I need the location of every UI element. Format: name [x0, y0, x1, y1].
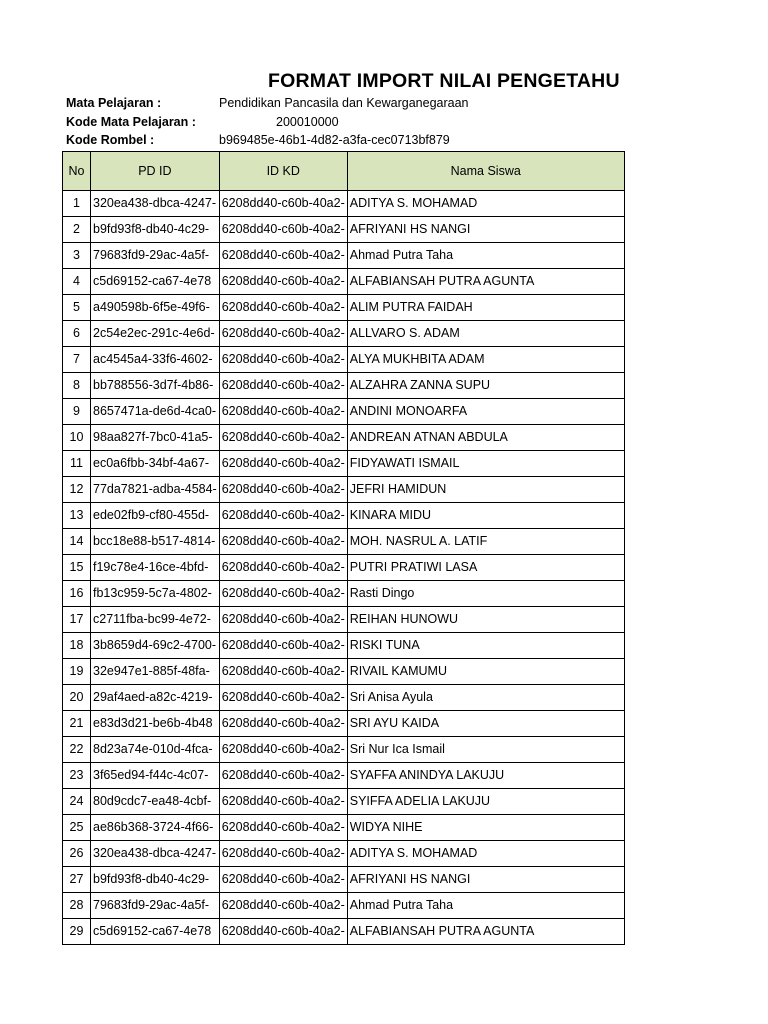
table-row — [63, 737, 625, 763]
cell-pd-id[interactable]: 80d9cdc7-ea48-4cbf- — [91, 789, 220, 815]
cell-no[interactable]: 8 — [63, 373, 91, 399]
cell-nama-siswa[interactable]: Sri Nur Ica Ismail — [347, 737, 624, 763]
cell-nama-siswa[interactable]: ALIM PUTRA FAIDAH — [347, 295, 624, 321]
cell-no[interactable]: 16 — [63, 581, 91, 607]
cell-nama-siswa[interactable]: ALFABIANSAH PUTRA AGUNTA — [347, 919, 624, 945]
cell-nama-siswa[interactable]: AFRIYANI HS NANGI — [347, 867, 624, 893]
cell-id-kd[interactable]: 6208dd40-c60b-40a2- — [219, 581, 347, 607]
cell-pd-id[interactable]: ec0a6fbb-34bf-4a67- — [91, 451, 220, 477]
cell-no[interactable]: 13 — [63, 503, 91, 529]
table-row — [63, 893, 625, 919]
cell-nama-siswa[interactable]: MOH. NASRUL A. LATIF — [347, 529, 624, 555]
cell-no[interactable]: 23 — [63, 763, 91, 789]
header-no[interactable]: No — [63, 152, 91, 191]
kode-mapel-value: 200010000 — [276, 115, 339, 129]
table-row — [63, 425, 625, 451]
cell-nama-siswa[interactable]: RISKI TUNA — [347, 633, 624, 659]
cell-id-kd[interactable]: 6208dd40-c60b-40a2- — [219, 633, 347, 659]
cell-pd-id[interactable]: c5d69152-ca67-4e78 — [91, 919, 220, 945]
cell-no[interactable]: 7 — [63, 347, 91, 373]
cell-no[interactable]: 9 — [63, 399, 91, 425]
cell-nama-siswa[interactable]: KINARA MIDU — [347, 503, 624, 529]
cell-id-kd[interactable]: 6208dd40-c60b-40a2- — [219, 191, 347, 217]
table-row — [63, 789, 625, 815]
table-row — [63, 295, 625, 321]
cell-nama-siswa[interactable]: ALYA MUKHBITA ADAM — [347, 347, 624, 373]
cell-pd-id[interactable]: 77da7821-adba-4584- — [91, 477, 220, 503]
table-row — [63, 633, 625, 659]
mapel-value: Pendidikan Pancasila dan Kewarganegaraan — [219, 96, 469, 110]
table-row — [63, 685, 625, 711]
cell-nama-siswa[interactable]: JEFRI HAMIDUN — [347, 477, 624, 503]
cell-id-kd[interactable]: 6208dd40-c60b-40a2- — [219, 737, 347, 763]
cell-no[interactable]: 20 — [63, 685, 91, 711]
cell-id-kd[interactable]: 6208dd40-c60b-40a2- — [219, 685, 347, 711]
cell-pd-id[interactable]: 8d23a74e-010d-4fca- — [91, 737, 220, 763]
kode-rombel-value: b969485e-46b1-4d82-a3fa-cec0713bf879 — [219, 133, 450, 147]
cell-nama-siswa[interactable]: Ahmad Putra Taha — [347, 243, 624, 269]
cell-nama-siswa[interactable]: ANDREAN ATNAN ABDULA — [347, 425, 624, 451]
cell-id-kd[interactable]: 6208dd40-c60b-40a2- — [219, 373, 347, 399]
cell-id-kd[interactable]: 6208dd40-c60b-40a2- — [219, 607, 347, 633]
cell-id-kd[interactable]: 6208dd40-c60b-40a2- — [219, 555, 347, 581]
cell-no[interactable]: 22 — [63, 737, 91, 763]
header-id-kd[interactable]: ID KD — [219, 152, 347, 191]
table-row — [63, 659, 625, 685]
cell-no[interactable]: 18 — [63, 633, 91, 659]
cell-pd-id[interactable]: 79683fd9-29ac-4a5f- — [91, 893, 220, 919]
cell-pd-id[interactable]: 320ea438-dbca-4247- — [91, 841, 220, 867]
cell-pd-id[interactable]: c2711fba-bc99-4e72- — [91, 607, 220, 633]
table-row — [63, 841, 625, 867]
cell-no[interactable]: 5 — [63, 295, 91, 321]
table-row — [63, 867, 625, 893]
cell-no[interactable]: 25 — [63, 815, 91, 841]
cell-pd-id[interactable]: bcc18e88-b517-4814- — [91, 529, 220, 555]
table-row — [63, 217, 625, 243]
cell-pd-id[interactable]: 29af4aed-a82c-4219- — [91, 685, 220, 711]
cell-no[interactable]: 10 — [63, 425, 91, 451]
cell-id-kd[interactable]: 6208dd40-c60b-40a2- — [219, 451, 347, 477]
cell-no[interactable]: 24 — [63, 789, 91, 815]
table-row — [63, 347, 625, 373]
mapel-label: Mata Pelajaran : — [66, 96, 162, 110]
cell-nama-siswa[interactable]: ADITYA S. MOHAMAD — [347, 841, 624, 867]
cell-id-kd[interactable]: 6208dd40-c60b-40a2- — [219, 867, 347, 893]
cell-id-kd[interactable]: 6208dd40-c60b-40a2- — [219, 711, 347, 737]
table-row — [63, 503, 625, 529]
table-row — [63, 269, 625, 295]
cell-nama-siswa[interactable]: AFRIYANI HS NANGI — [347, 217, 624, 243]
cell-pd-id[interactable]: 3b8659d4-69c2-4700- — [91, 633, 220, 659]
cell-pd-id[interactable]: 79683fd9-29ac-4a5f- — [91, 243, 220, 269]
kode-rombel-label: Kode Rombel : — [66, 133, 155, 147]
table-body — [63, 191, 625, 945]
table-row — [63, 919, 625, 945]
cell-id-kd[interactable]: 6208dd40-c60b-40a2- — [219, 529, 347, 555]
cell-nama-siswa[interactable]: ALFABIANSAH PUTRA AGUNTA — [347, 269, 624, 295]
cell-no[interactable]: 11 — [63, 451, 91, 477]
cell-no[interactable]: 17 — [63, 607, 91, 633]
cell-id-kd[interactable]: 6208dd40-c60b-40a2- — [219, 217, 347, 243]
cell-id-kd[interactable]: 6208dd40-c60b-40a2- — [219, 295, 347, 321]
cell-nama-siswa[interactable]: ADITYA S. MOHAMAD — [347, 191, 624, 217]
cell-id-kd[interactable]: 6208dd40-c60b-40a2- — [219, 347, 347, 373]
cell-id-kd[interactable]: 6208dd40-c60b-40a2- — [219, 503, 347, 529]
table-row — [63, 763, 625, 789]
cell-no[interactable]: 19 — [63, 659, 91, 685]
cell-pd-id[interactable]: ede02fb9-cf80-455d- — [91, 503, 220, 529]
table-row — [63, 399, 625, 425]
cell-no[interactable]: 2 — [63, 217, 91, 243]
cell-nama-siswa[interactable]: PUTRI PRATIWI LASA — [347, 555, 624, 581]
cell-id-kd[interactable]: 6208dd40-c60b-40a2- — [219, 269, 347, 295]
cell-no[interactable]: 12 — [63, 477, 91, 503]
cell-nama-siswa[interactable]: ALLVARO S. ADAM — [347, 321, 624, 347]
cell-pd-id[interactable]: 3f65ed94-f44c-4c07- — [91, 763, 220, 789]
cell-no[interactable]: 27 — [63, 867, 91, 893]
cell-pd-id[interactable]: f19c78e4-16ce-4bfd- — [91, 555, 220, 581]
cell-pd-id[interactable]: c5d69152-ca67-4e78 — [91, 269, 220, 295]
cell-pd-id[interactable]: a490598b-6f5e-49f6- — [91, 295, 220, 321]
table-row — [63, 451, 625, 477]
cell-pd-id[interactable]: 2c54e2ec-291c-4e6d- — [91, 321, 220, 347]
table-row — [63, 321, 625, 347]
cell-no[interactable]: 15 — [63, 555, 91, 581]
table-row — [63, 711, 625, 737]
cell-no[interactable]: 6 — [63, 321, 91, 347]
kode-mapel-label: Kode Mata Pelajaran : — [66, 115, 196, 129]
cell-pd-id[interactable]: b9fd93f8-db40-4c29- — [91, 217, 220, 243]
cell-id-kd[interactable]: 6208dd40-c60b-40a2- — [219, 425, 347, 451]
cell-pd-id[interactable]: 98aa827f-7bc0-41a5- — [91, 425, 220, 451]
cell-no[interactable]: 1 — [63, 191, 91, 217]
table-row — [63, 191, 625, 217]
student-table — [62, 151, 625, 945]
cell-id-kd[interactable]: 6208dd40-c60b-40a2- — [219, 763, 347, 789]
cell-pd-id[interactable]: bb788556-3d7f-4b86- — [91, 373, 220, 399]
cell-nama-siswa[interactable]: RIVAIL KAMUMU — [347, 659, 624, 685]
cell-nama-siswa[interactable]: Rasti Dingo — [347, 581, 624, 607]
table-row — [63, 581, 625, 607]
cell-nama-siswa[interactable]: SYIFFA ADELIA LAKUJU — [347, 789, 624, 815]
cell-id-kd[interactable]: 6208dd40-c60b-40a2- — [219, 321, 347, 347]
table-header-row — [63, 152, 625, 191]
page-title: FORMAT IMPORT NILAI PENGETAHU — [268, 70, 620, 92]
cell-no[interactable]: 21 — [63, 711, 91, 737]
cell-no[interactable]: 14 — [63, 529, 91, 555]
table-row — [63, 243, 625, 269]
cell-no[interactable]: 3 — [63, 243, 91, 269]
cell-nama-siswa[interactable]: Ahmad Putra Taha — [347, 893, 624, 919]
cell-nama-siswa[interactable]: FIDYAWATI ISMAIL — [347, 451, 624, 477]
cell-nama-siswa[interactable]: SRI AYU KAIDA — [347, 711, 624, 737]
cell-id-kd[interactable]: 6208dd40-c60b-40a2- — [219, 477, 347, 503]
table-row — [63, 529, 625, 555]
table-row — [63, 607, 625, 633]
cell-pd-id[interactable]: ac4545a4-33f6-4602- — [91, 347, 220, 373]
cell-no[interactable]: 28 — [63, 893, 91, 919]
cell-nama-siswa[interactable]: ALZAHRA ZANNA SUPU — [347, 373, 624, 399]
header-nama-siswa[interactable]: Nama Siswa — [347, 152, 624, 191]
cell-id-kd[interactable]: 6208dd40-c60b-40a2- — [219, 789, 347, 815]
cell-nama-siswa[interactable]: REIHAN HUNOWU — [347, 607, 624, 633]
cell-pd-id[interactable]: b9fd93f8-db40-4c29- — [91, 867, 220, 893]
cell-pd-id[interactable]: 8657471a-de6d-4ca0- — [91, 399, 220, 425]
header-pd-id[interactable]: PD ID — [91, 152, 220, 191]
cell-id-kd[interactable]: 6208dd40-c60b-40a2- — [219, 243, 347, 269]
cell-pd-id[interactable]: 320ea438-dbca-4247- — [91, 191, 220, 217]
table-row — [63, 815, 625, 841]
cell-pd-id[interactable]: fb13c959-5c7a-4802- — [91, 581, 220, 607]
cell-id-kd[interactable]: 6208dd40-c60b-40a2- — [219, 919, 347, 945]
cell-nama-siswa[interactable]: Sri Anisa Ayula — [347, 685, 624, 711]
cell-nama-siswa[interactable]: WIDYA NIHE — [347, 815, 624, 841]
table-row — [63, 373, 625, 399]
cell-pd-id[interactable]: 32e947e1-885f-48fa- — [91, 659, 220, 685]
cell-id-kd[interactable]: 6208dd40-c60b-40a2- — [219, 893, 347, 919]
cell-pd-id[interactable]: e83d3d21-be6b-4b48 — [91, 711, 220, 737]
table-row — [63, 555, 625, 581]
cell-nama-siswa[interactable]: ANDINI MONOARFA — [347, 399, 624, 425]
cell-id-kd[interactable]: 6208dd40-c60b-40a2- — [219, 841, 347, 867]
table-row — [63, 477, 625, 503]
cell-no[interactable]: 4 — [63, 269, 91, 295]
cell-id-kd[interactable]: 6208dd40-c60b-40a2- — [219, 399, 347, 425]
cell-id-kd[interactable]: 6208dd40-c60b-40a2- — [219, 815, 347, 841]
cell-nama-siswa[interactable]: SYAFFA ANINDYA LAKUJU — [347, 763, 624, 789]
cell-no[interactable]: 29 — [63, 919, 91, 945]
cell-no[interactable]: 26 — [63, 841, 91, 867]
cell-pd-id[interactable]: ae86b368-3724-4f66- — [91, 815, 220, 841]
cell-id-kd[interactable]: 6208dd40-c60b-40a2- — [219, 659, 347, 685]
